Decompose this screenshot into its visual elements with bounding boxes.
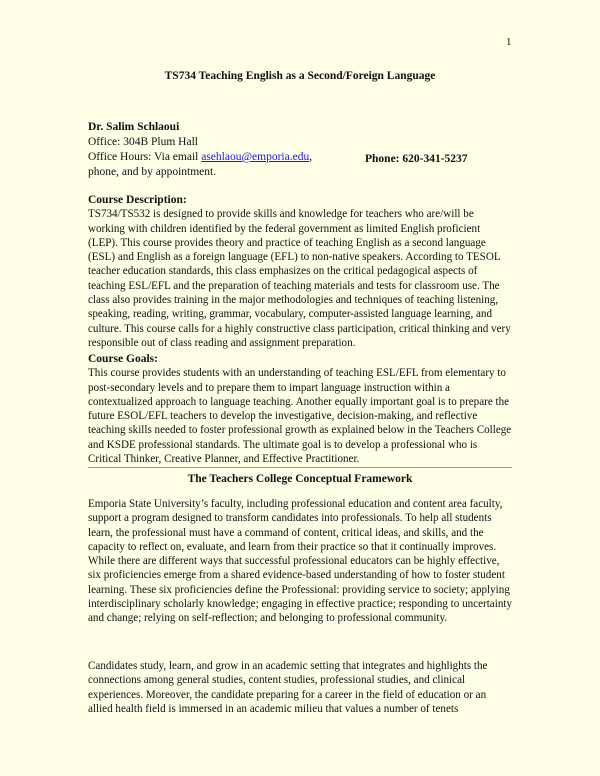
office-hours-suffix: , [309, 151, 313, 163]
framework-title: The Teachers College Conceptual Framework [187, 473, 413, 485]
document-title: TS734 Teaching English as a Second/Foreign Language [164, 70, 436, 82]
course-goals-text: This course provides students with an understanding of teaching ESL/EFL from elementary to post-secondary levels and to prepare them to impart language instruction within a contextualized approach to language teaching. Another equally important goal is to prepare the future ESOL/EFL teachers to develop the investigative, decision-making, and reflective teaching skills needed to foster professional growth as explained below in the Teachers College and KSDE professional standards. The ultimate goal is to develop a professional who is Critical Thinker, Creative Planner, and Effective Practitioner. [88, 367, 512, 466]
course-goals-section [88, 352, 512, 466]
email-link[interactable]: asehlaou@emporia.edu [201, 151, 310, 163]
instructor-info [88, 120, 508, 180]
course-description-text: TS734/TS532 is designed to provide skills and knowledge for teachers who are/will be working with children identified by the federal government as limited English proficient (LEP). This course provides theory and practice of teaching English as a second language (ESL) and English as a foreign language (EFL) to non-native speakers. According to TESOL teacher education standards, this class emphasizes on the critical pedagogical aspects of teaching ESL/EFL and the preparation of teaching materials and tests for classroom use. The class also provides training in the major methodologies and techniques of teaching listening, speaking, reading, writing, grammar, vocabulary, computer-assisted language learning, and culture. This course calls for a highly constructive class participation, critical thinking and very responsible out of class reading and assignment preparation. [88, 208, 511, 349]
framework-paragraph-2-text: Candidates study, learn, and grow in an academic setting that integrates and highlights the connections among general studies, content studies, professional studies, and clinical experiences. Moreover, the candidate preparing for a career in the field of education or an allied health field is immersed in an academic milieu that values a number of tenets [88, 660, 488, 715]
office-hours-line2: phone, and by appointment. [88, 166, 217, 178]
office-hours-prefix: Office Hours: Via email [88, 151, 202, 163]
framework-paragraph-1 [88, 497, 512, 626]
course-goals-heading: Course Goals: [88, 353, 158, 365]
framework-paragraph-1-text: Emporia State University’s faculty, including professional education and content area faculty, support a program designed to transform candidates into professionals. To help all students learn, the professional must have a command of content, critical ideas, and skills, and the capacity to reflect on, evaluate, and learn from their practice so that it continually improves. While there are different ways that successful professional educators can be highly effective, six proficiencies emerge from a shared evidence-based understanding of how to foster student learning. These six proficiencies define the Professional: providing service to society; applying interdisciplinary scholarly knowledge; engaging in effective practice; responding to uncertainty and change; relying on self-reflection; and belonging to professional community. [88, 498, 512, 625]
phone-number: Phone: 620-341-5237 [365, 153, 468, 165]
instructor-name: Dr. Salim Schlaoui [88, 121, 180, 133]
course-description-heading: Course Description: [88, 194, 187, 206]
page-number: 1 [506, 36, 512, 48]
framework-paragraph-2 [88, 659, 512, 716]
section-divider [88, 467, 512, 468]
course-description-section [88, 193, 512, 350]
office-location: Office: 304B Plum Hall [88, 136, 198, 148]
